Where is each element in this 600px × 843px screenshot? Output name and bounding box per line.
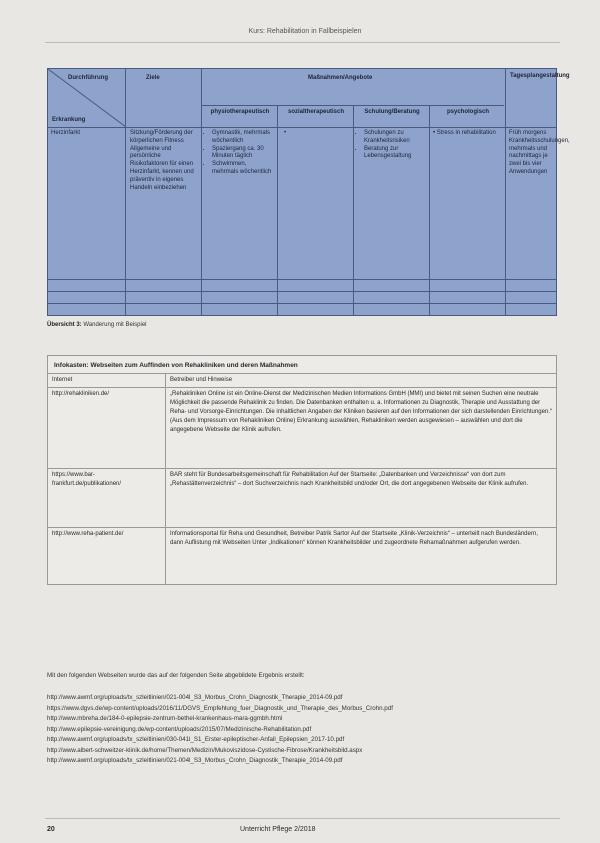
- infobox-text: „Rehakliniken Online ist ein Online-Dienst der Medizinischen Medien Informations GmbH (MMI) und bietet mit seinen Suchen eine neutrale Möglichkeit die passende Rehaklinik zu finden. Die Datenbanken enthalten u. a. Informationen zu Diagnostik, Therapie und Ausstattung der Reha- und Vorsorge-Einrichtungen. Die inhaltlichen Angaben der Kliniken basieren auf den Informationen der sich darstellenden Einrichtungen.“ (Aus dem Impressum von Rehakliniken Online) Erkrankung auswählen, Rehakliniken werden ausgewiesen – auswählen und dort die angegebene Webseite der Klinik aufrufen.: [170, 391, 552, 433]
- sub-physio: physiotherapeutisch: [210, 109, 270, 115]
- infobox-head-internet: Internet: [48, 374, 166, 387]
- corner-bottom-label: Erkrankung: [52, 117, 86, 123]
- infobox: [47, 355, 557, 585]
- table-divider: [48, 303, 556, 304]
- table-divider: [277, 105, 278, 315]
- infobox-title: Infokasten: Webseiten zum Auffinden von Rehakliniken und deren Maßnahmen: [48, 356, 556, 374]
- caption-label: Übersicht 3:: [47, 322, 82, 328]
- infobox-url[interactable]: http://www.reha-patient.de/: [48, 528, 166, 584]
- physio-item: • Schwimmen, mehrmals wöchentlich: [212, 161, 274, 177]
- table-divider: [48, 291, 556, 292]
- infobox-row: [48, 528, 556, 584]
- physio-item: • Spaziergang ca. 30 Minuten täglich: [212, 146, 274, 162]
- row-psycho: • Stress in rehabilitation: [433, 130, 496, 136]
- links-intro: Mit den folgenden Webseiten wurde das auf der folgenden Seite abgebildete Ergebnis erstellt:: [47, 672, 305, 679]
- schulung-item: • Schulungen zu Krankheitsrisiken: [364, 130, 426, 146]
- sub-psycho: psychologisch: [446, 109, 489, 115]
- col-ziele: Ziele: [146, 75, 160, 81]
- schulung-item: • Beratung zur Lebensgestaltung: [364, 146, 426, 162]
- caption-text: Wanderung mit Beispiel: [83, 322, 147, 328]
- footer-rule: [45, 818, 560, 819]
- col-tagesplan: Tagesplangestaltung: [510, 73, 570, 79]
- infobox-row: [48, 469, 556, 528]
- page-number: 20: [47, 826, 55, 833]
- running-header: Kurs: Rehabilitation in Fallbeispielen: [248, 28, 362, 35]
- infobox-url[interactable]: https://www.bar-frankfurt.de/publikationen/: [48, 469, 166, 527]
- table-divider: [48, 279, 556, 280]
- source-link[interactable]: http://www.awmf.org/uploads/tx_szleitlinien/021-004l_S3_Morbus_Crohn_Diagnostik_Therapie_2014-09.pdf: [47, 757, 343, 764]
- row-ziele: Sitzkung/Förderung der körperlichen Fitness Allgemeine und persönliche Risikofaktoren für einen Herzinfarkt, kennen und präventiv in eigenes Handeln einbeziehen: [130, 130, 194, 191]
- infobox-url[interactable]: http://rehakliniken.de/: [48, 388, 166, 468]
- table-divider: [429, 105, 430, 315]
- planning-table: [47, 68, 570, 316]
- col-massnahmen: Maßnahmen/Angebote: [308, 75, 373, 81]
- physio-item: • Gymnastik, mehrmals wöchentlich: [212, 130, 274, 146]
- table-caption: [47, 322, 147, 328]
- infobox-row: [48, 388, 556, 469]
- source-link[interactable]: http://www.awmf.org/uploads/tx_szleitlinien/021-004l_S3_Morbus_Crohn_Diagnostik_Therapie_2014-09.pdf: [47, 694, 343, 701]
- infobox-header-row: [48, 374, 556, 388]
- source-link[interactable]: http://www.awmf.org/uploads/tx_szleitlinien/030-041l_S1_Erster-epileptischer-Anfall_Epilepsien_2017-10.pdf: [47, 736, 345, 743]
- infobox-text: BAR steht für Bundesarbeitsgemeinschaft für Rehabilitation Auf der Startseite: „Datenbanken und Verzeichnisse“ von dort zum „Rehastättenverzeichnis“ – dort Suchverzeichnis nach Krankheitsbild und/oder Ort, die dort angegebenen Webseite der Klinik aufrufen.: [170, 472, 529, 487]
- row-erkrankung: Herzinfarkt: [51, 130, 81, 136]
- journal-name: Unterricht Pflege 2/2018: [240, 826, 316, 833]
- row-sozial: •: [284, 130, 287, 136]
- row-physio: [204, 130, 274, 177]
- source-link[interactable]: http://www.albert-schweitzer-klinik.de/home/Themen/Medizin/Mukoviszidose-Cystische-Fibrose/Krankheitsbild.aspx: [47, 746, 363, 754]
- corner-top-label: Durchführung: [68, 75, 108, 81]
- table-divider: [201, 105, 504, 106]
- header-rule: [45, 42, 560, 43]
- row-tagesplan: Früh morgens Krankheitsschulungen, mehrmals und nachmittags je zwei bis vier Anwendungen: [509, 130, 570, 175]
- source-link[interactable]: http://www.mbreha.de/184-0-epilepsie-zentrum-bethel-krankenhaus-mara-ggmbh.html: [47, 715, 283, 722]
- source-link[interactable]: https://www.dgvs.de/wp-content/uploads/2016/11/DGVS_Empfehlung_fuer_Diagnostik_und_Therapie_des_Morbus_Crohn.pdf: [47, 704, 393, 712]
- table-divider: [48, 127, 556, 128]
- sub-schulung: Schulung/Beratung: [364, 109, 420, 115]
- row-schulung: [356, 130, 426, 161]
- sub-sozial: sozialtherapeutisch: [287, 109, 344, 115]
- infobox-head-betreiber: Betreiber und Hinweise: [170, 377, 233, 383]
- infobox-text: Informationsportal für Reha und Gesundheit, Betreiber Patrik Sartor Auf der Startseite „Klinik-Verzeichnis“ – unterteilt nach Bundesländern, dann Auflistung mit Webseiten Unter „Indikationen“ können Krankheitsbilder und zugeordnete Rehamaßnahmen aufgerufen werden.: [170, 531, 538, 546]
- source-link[interactable]: http://www.epilepsie-vereinigung.de/wp-content/uploads/2015/07/Medizinische-Rehabilitation.pdf: [47, 725, 312, 733]
- source-links: [47, 672, 557, 767]
